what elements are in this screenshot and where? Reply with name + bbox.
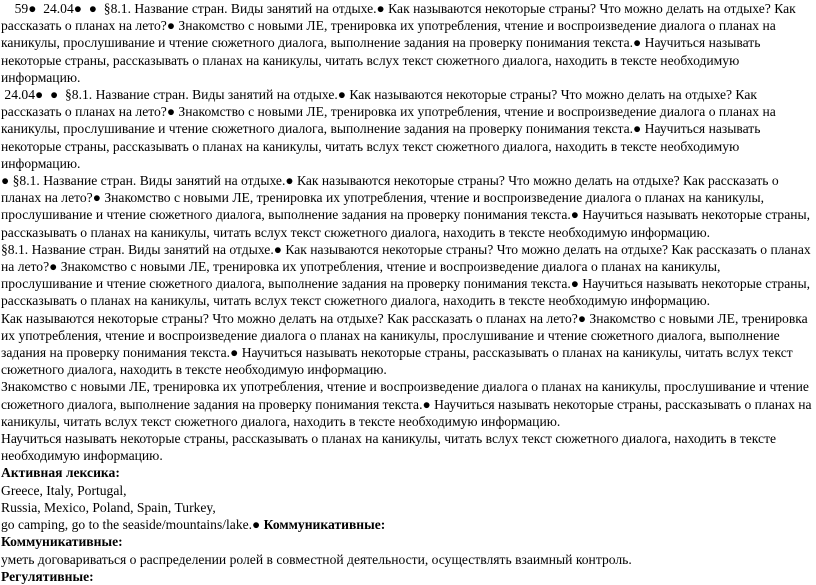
lexis-line-countries-2: Russia, Mexico, Poland, Spain, Turkey, bbox=[1, 499, 216, 515]
paragraph-lesson-5: Как называются некоторые страны? Что можно делать на отдыхе? Как рассказать о планах на лето?● Знакомство с новыми ЛЕ, тренировка их употребления, чтение и воспроизведение диалога о планах на каникулы, прослушивание и чтение сюжетного диалога, выполнение задания на проверку понимания текста.● Научиться называть некоторые страны, рассказывать о планах на каникулы, читать вслух текст сюжетного диалога, находить в тексте необходимую информацию. bbox=[1, 310, 808, 378]
lexis-line-activities bbox=[1, 516, 813, 533]
communicative-heading: Коммуникативные: bbox=[1, 534, 123, 550]
active-lexis-heading: Активная лексика: bbox=[1, 465, 120, 481]
paragraph-lesson-4: §8.1. Название стран. Виды занятий на отдыхе.● Как называются некоторые страны? Что можно делать на отдыхе? Как рассказать о планах на лето?● Знакомство с новыми ЛЕ, тренировка их употребления, чтение и воспроизведение диалога о планах на каникулы, прослушивание и чтение сюжетного диалога, выполнение задания на проверку понимания текста.● Научиться называть некоторые страны, рассказывать о планах на каникулы, читать вслух текст сюжетного диалога, находить в тексте необходимую информацию. bbox=[1, 241, 811, 309]
communicative-text: уметь договариваться о распределении ролей в совместной деятельности, осуществлять взаимный контроль. bbox=[1, 551, 632, 567]
paragraph-lesson-7: Научиться называть некоторые страны, рассказывать о планах на каникулы, читать вслух текст сюжетного диалога, находить в тексте необходимую информацию. bbox=[1, 431, 777, 464]
paragraph-lesson-2: 24.04● ● §8.1. Название стран. Виды занятий на отдыхе.● Как называются некоторые страны? Что можно делать на отдыхе? Как рассказать о планах на лето?● Знакомство с новыми ЛЕ, тренировка их употребления, чтение и воспроизведение диалога о планах на каникулы, прослушивание и чтение сюжетного диалога, выполнение задания на проверку понимания текста.● Научиться называть некоторые страны, рассказывать о планах на каникулы, читать вслух текст сюжетного диалога, находить в тексте необходимую информацию. bbox=[1, 87, 780, 171]
communicative-inline-label: Коммуникативные: bbox=[263, 517, 386, 533]
regulatory-heading: Регулятивные: bbox=[1, 568, 94, 584]
lexis-line-countries-1: Greece, Italy, Portugal, bbox=[1, 482, 127, 498]
paragraph-lesson-6: Знакомство с новыми ЛЕ, тренировка их употребления, чтение и воспроизведение диалога о планах на каникулы, прослушивание и чтение сюжетного диалога, выполнение задания на проверку понимания текста.● Научиться называть некоторые страны, рассказывать о планах на каникулы, читать вслух текст сюжетного диалога, находить в тексте необходимую информацию. bbox=[1, 379, 812, 429]
lexis-activities-text: go camping, go to the seaside/mountains/lake.● bbox=[1, 517, 264, 533]
document-body bbox=[1, 0, 813, 585]
paragraph-lesson-1: 59● 24.04● ● §8.1. Название стран. Виды занятий на отдыхе.● Как называются некоторые страны? Что можно делать на отдыхе? Как рассказать о планах на лето?● Знакомство с новыми ЛЕ, тренировка их употребления, чтение и воспроизведение диалога о планах на каникулы, прослушивание и чтение сюжетного диалога, выполнение задания на проверку понимания текста.● Научиться называть некоторые страны, рассказывать о планах на каникулы, читать вслух текст сюжетного диалога, находить в тексте необходимую информацию. bbox=[1, 1, 800, 85]
paragraph-lesson-3: ● §8.1. Название стран. Виды занятий на отдыхе.● Как называются некоторые страны? Что можно делать на отдыхе? Как рассказать о планах на лето?● Знакомство с новыми ЛЕ, тренировка их употребления, чтение и воспроизведение диалога о планах на каникулы, прослушивание и чтение сюжетного диалога, выполнение задания на проверку понимания текста.● Научиться называть некоторые страны, рассказывать о планах на каникулы, читать вслух текст сюжетного диалога, находить в тексте необходимую информацию. bbox=[1, 173, 811, 240]
